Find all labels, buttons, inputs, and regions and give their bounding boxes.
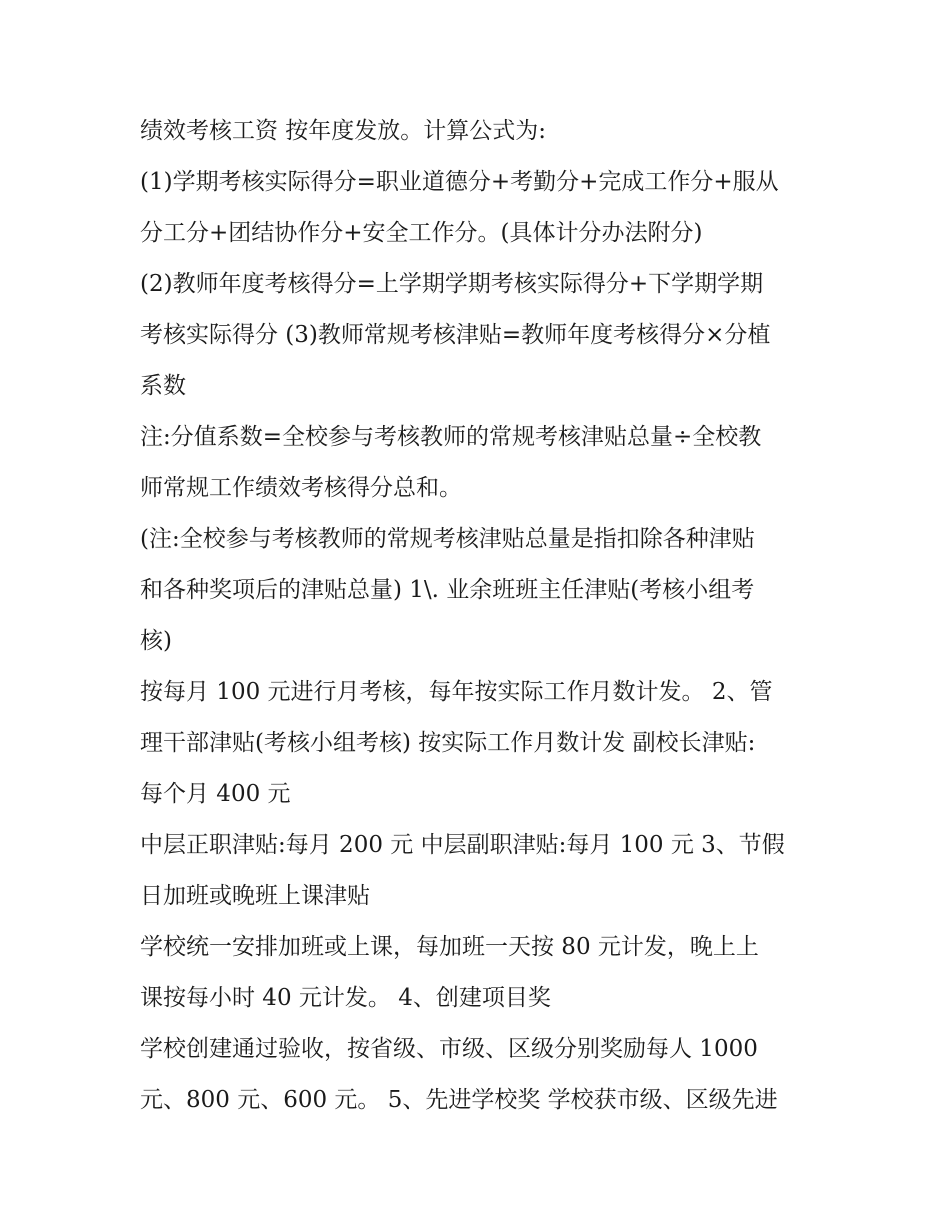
text-line: 考核实际得分 (3)教师常规考核津贴=教师年度考核得分×分植 (140, 322, 771, 348)
text-line: 绩效考核工资 按年度发放。计算公式为: (140, 118, 547, 144)
text-line: 核) (140, 628, 172, 654)
text-line: 每个月 400 元 (140, 781, 291, 807)
text-line: 分工分+团结协作分+安全工作分。(具体计分办法附分) (140, 220, 703, 246)
text-line: (2)教师年度考核得分=上学期学期考核实际得分+下学期学期 (140, 271, 764, 297)
text-line: 中层正职津贴:每月 200 元 中层副职津贴:每月 100 元 3、节假 (140, 832, 785, 858)
text-line: 注:分值系数=全校参与考核教师的常规考核津贴总量÷全校教 (140, 424, 762, 450)
text-line: 学校创建通过验收，按省级、市级、区级分别奖励每人 1000 (140, 1036, 758, 1062)
text-line: (注:全校参与考核教师的常规考核津贴总量是指扣除各种津贴 (140, 526, 755, 552)
text-line: 师常规工作绩效考核得分总和。 (140, 475, 462, 501)
text-line: 日加班或晚班上课津贴 (140, 883, 370, 909)
text-line: 理干部津贴(考核小组考核) 按实际工作月数计发 副校长津贴: (140, 730, 756, 756)
text-line: 系数 (140, 373, 186, 399)
text-line: 和各种奖项后的津贴总量) 1\. 业余班班主任津贴(考核小组考 (140, 577, 755, 603)
text-line: 课按每小时 40 元计发。 4、创建项目奖 (140, 985, 551, 1011)
text-line: 学校统一安排加班或上课，每加班一天按 80 元计发，晚上上 (140, 934, 759, 960)
text-line: 按每月 100 元进行月考核，每年按实际工作月数计发。 2、管 (140, 679, 773, 705)
document-body (140, 106, 810, 1126)
text-line: 元、800 元、600 元。 5、先进学校奖 学校获市级、区级先进 (140, 1087, 778, 1113)
text-line: (1)学期考核实际得分=职业道德分+考勤分+完成工作分+服从 (140, 169, 779, 195)
